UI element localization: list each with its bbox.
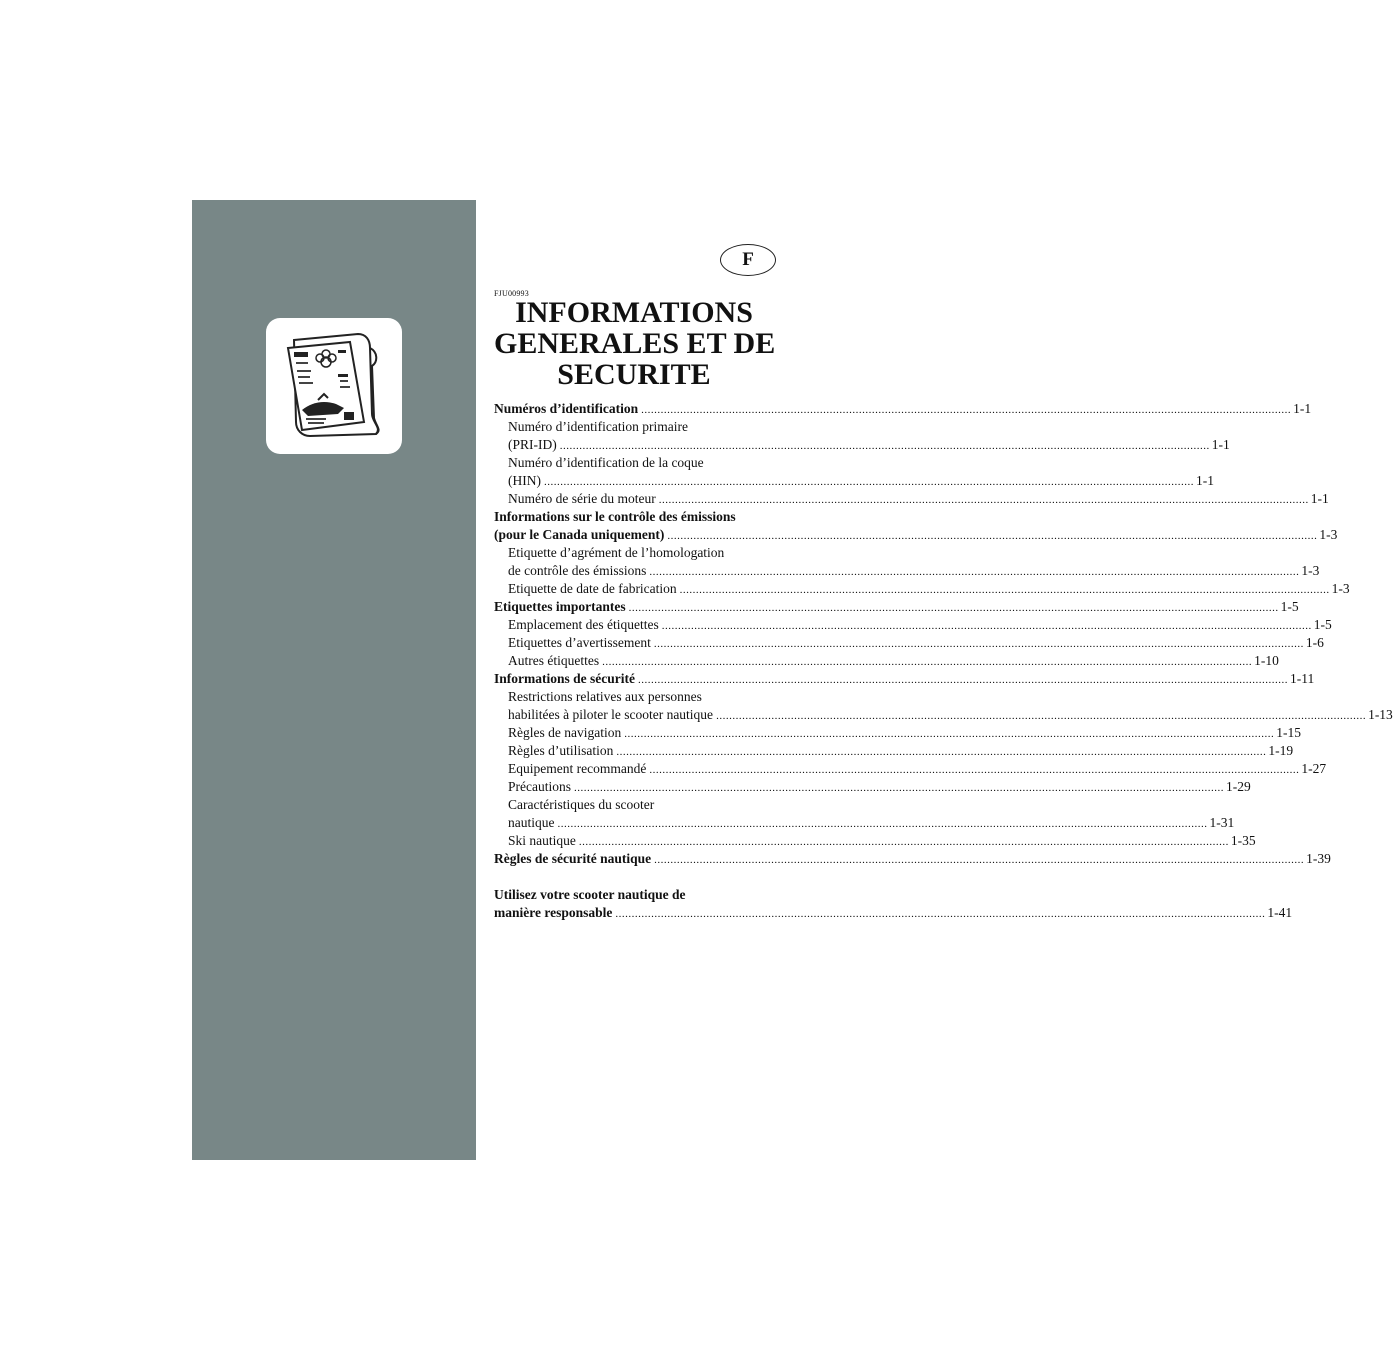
toc-subsection[interactable]	[494, 814, 1235, 832]
toc-leader-dots: ........................................................................................................................................................................................................	[616, 746, 1267, 758]
toc-page-number: 1-3	[1331, 581, 1350, 596]
toc-page-number: 1-19	[1268, 743, 1294, 758]
toc-title: nautique	[508, 815, 555, 830]
toc-page-number: 1-3	[1319, 527, 1338, 542]
toc-subsection[interactable]	[494, 454, 774, 472]
toc-title: Règles de navigation	[508, 725, 622, 740]
toc-leader-dots: ........................................................................................................................................................................................................	[615, 908, 1266, 920]
toc-subsection[interactable]	[494, 760, 1327, 778]
toc-title: Equipement recommandé	[508, 761, 647, 776]
toc-subsection[interactable]	[494, 706, 1393, 724]
toc-page-number: 1-6	[1305, 635, 1324, 650]
toc-subsection[interactable]	[494, 616, 1332, 634]
toc-title: Règles de sécurité nautique	[494, 851, 652, 866]
toc-page-number: 1-41	[1267, 905, 1293, 920]
toc-subsection[interactable]	[494, 724, 1301, 742]
toc-title: (PRI-ID)	[508, 437, 557, 452]
toc-title: Ski nautique	[508, 833, 576, 848]
toc-leader-dots: ........................................................................................................................................................................................................	[624, 728, 1275, 740]
toc-subsection[interactable]	[494, 544, 774, 562]
toc-title: (pour le Canada uniquement)	[494, 527, 665, 542]
toc-page-number: 1-31	[1209, 815, 1235, 830]
toc-title: Précautions	[508, 779, 571, 794]
toc-page-number: 1-39	[1306, 851, 1331, 866]
toc-title: Etiquette d’agrément de l’homologation	[508, 545, 725, 560]
toc-page-number: 1-13	[1368, 707, 1393, 722]
toc-leader-dots: ........................................................................................................................................................................................................	[602, 656, 1253, 668]
toc-subsection[interactable]	[494, 796, 774, 814]
toc-section[interactable]	[494, 508, 774, 526]
toc-subsection[interactable]	[494, 688, 774, 706]
toc-subsection[interactable]	[494, 418, 774, 436]
toc-page-number: 1-1	[1211, 437, 1230, 452]
toc-title: Autres étiquettes	[508, 653, 600, 668]
toc-title: de contrôle des émissions	[508, 563, 647, 578]
toc-leader-dots: ........................................................................................................................................................................................................	[679, 584, 1330, 596]
chapter-title	[494, 297, 774, 390]
toc-leader-dots: ........................................................................................................................................................................................................	[559, 440, 1210, 452]
toc-leader-dots: ........................................................................................................................................................................................................	[628, 602, 1279, 614]
toc-leader-dots: ........................................................................................................................................................................................................	[667, 530, 1318, 542]
toc-subsection[interactable]	[494, 562, 1320, 580]
toc-title: Emplacement des étiquettes	[508, 617, 659, 632]
toc-section[interactable]	[494, 886, 774, 904]
toc-page-number: 1-1	[1196, 473, 1214, 488]
toc-section[interactable]	[494, 670, 1315, 688]
toc-leader-dots: ........................................................................................................................................................................................................	[649, 566, 1300, 578]
toc-title: manière responsable	[494, 905, 613, 920]
toc-leader-dots: ........................................................................................................................................................................................................	[578, 836, 1229, 848]
toc-leader-dots: ........................................................................................................................................................................................................	[557, 818, 1208, 830]
toc-title: Caractéristiques du scooter	[508, 797, 655, 812]
toc-subsection[interactable]	[494, 652, 1279, 670]
language-badge: F	[720, 244, 776, 276]
toc-leader-dots: ........................................................................................................................................................................................................	[574, 782, 1224, 794]
toc-title: Informations sur le contrôle des émissions	[494, 509, 736, 524]
toc-subsection[interactable]	[494, 436, 1230, 454]
toc-section[interactable]	[494, 850, 1331, 868]
toc-title: Informations de sécurité	[494, 671, 635, 686]
toc-title: Etiquette de date de fabrication	[508, 581, 677, 596]
toc-section[interactable]	[494, 400, 1312, 418]
toc-subsection[interactable]	[494, 832, 1256, 850]
toc-title: Numéro d’identification primaire	[508, 419, 688, 434]
toc-leader-dots: ........................................................................................................................................................................................................	[637, 674, 1288, 686]
title-line: GENERALES ET DE	[494, 327, 776, 360]
toc-section[interactable]	[494, 598, 1299, 616]
toc-page-number: 1-27	[1301, 761, 1327, 776]
title-line: SECURITE	[557, 358, 711, 391]
toc-leader-dots: ........................................................................................................................................................................................................	[544, 476, 1194, 488]
toc-leader-dots: ........................................................................................................................................................................................................	[661, 620, 1312, 632]
toc-page-number: 1-1	[1293, 401, 1312, 416]
title-line: INFORMATIONS	[515, 296, 753, 329]
toc-subsection[interactable]	[494, 634, 1324, 652]
toc-title: Restrictions relatives aux personnes	[508, 689, 702, 704]
toc-section[interactable]	[494, 904, 1293, 922]
manual-book-icon	[266, 318, 402, 454]
toc-spacer	[494, 868, 774, 886]
toc-leader-dots: ........................................................................................................................................................................................................	[658, 494, 1309, 506]
toc-subsection[interactable]	[494, 472, 1214, 490]
toc-page-number: 1-11	[1289, 671, 1315, 686]
toc-title: Utilisez votre scooter nautique de	[494, 887, 686, 902]
toc-title: habilitées à piloter le scooter nautique	[508, 707, 714, 722]
document-code: FJU00993	[494, 289, 529, 298]
toc-page-number: 1-5	[1313, 617, 1332, 632]
toc-page-number: 1-15	[1276, 725, 1301, 740]
toc-subsection[interactable]	[494, 490, 1329, 508]
toc-page-number: 1-1	[1310, 491, 1329, 506]
toc-title: Etiquettes importantes	[494, 599, 626, 614]
toc-subsection[interactable]	[494, 742, 1294, 760]
toc-title: Numéro d’identification de la coque	[508, 455, 704, 470]
toc-leader-dots: ........................................................................................................................................................................................................	[641, 404, 1292, 416]
toc-page-number: 1-35	[1230, 833, 1256, 848]
toc-title: Règles d’utilisation	[508, 743, 614, 758]
toc-subsection[interactable]	[494, 580, 1350, 598]
toc-page-number: 1-29	[1226, 779, 1251, 794]
toc-page-number: 1-3	[1301, 563, 1320, 578]
toc-title: Numéros d’identification	[494, 401, 639, 416]
toc-title: Numéro de série du moteur	[508, 491, 656, 506]
toc-section[interactable]	[494, 526, 1338, 544]
toc-leader-dots: ........................................................................................................................................................................................................	[654, 854, 1305, 866]
toc-page-number: 1-5	[1280, 599, 1299, 614]
toc-leader-dots: ........................................................................................................................................................................................................	[649, 764, 1300, 776]
toc-title: (HIN)	[508, 473, 541, 488]
toc-leader-dots: ........................................................................................................................................................................................................	[653, 638, 1304, 650]
toc-subsection[interactable]	[494, 778, 1251, 796]
toc-title: Etiquettes d’avertissement	[508, 635, 651, 650]
toc-page-number: 1-10	[1254, 653, 1279, 668]
table-of-contents	[494, 400, 1393, 922]
toc-leader-dots: ........................................................................................................................................................................................................	[716, 710, 1367, 722]
